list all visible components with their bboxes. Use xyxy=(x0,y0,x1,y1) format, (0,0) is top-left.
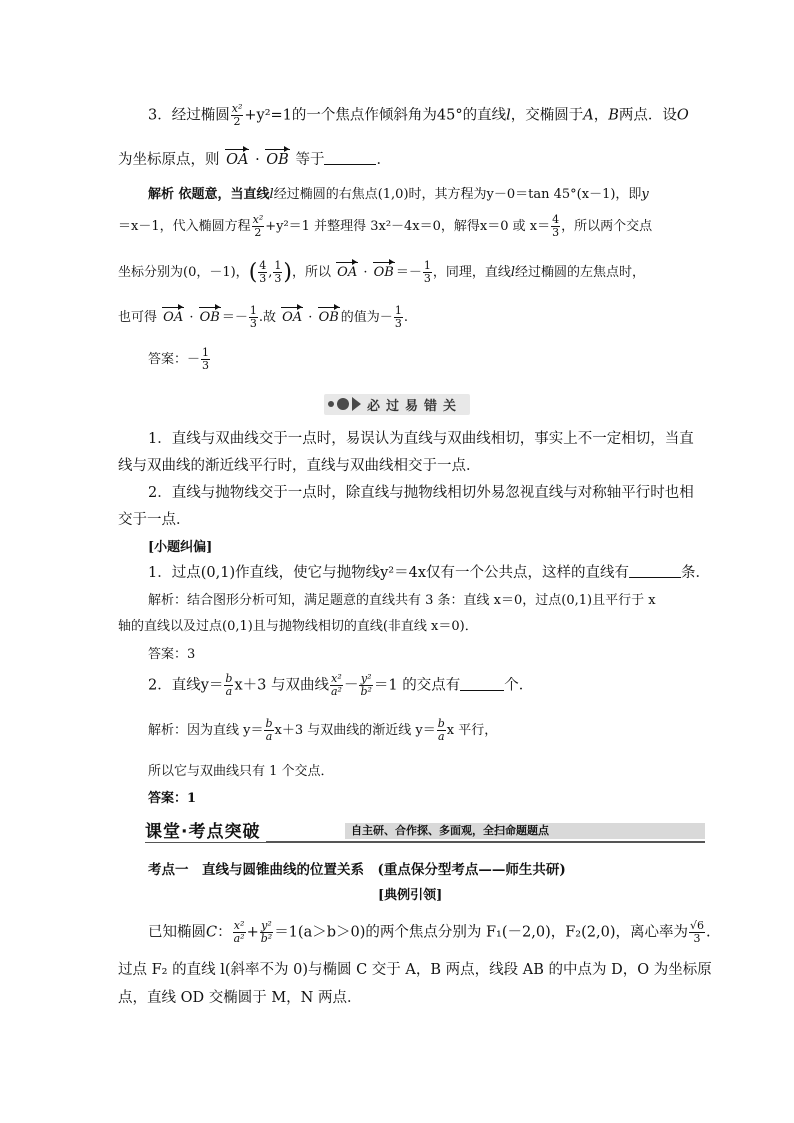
problem3-line1: 3．经过椭圆 $\frac{\text{x²}}{2}$ +y²=1的一个焦点作倾斜角为45°的直线l，交椭圆于A，B两点．设O xyxy=(148,102,689,128)
mistake2-line2: 交于一点． xyxy=(118,512,191,528)
mistakes-banner xyxy=(0,392,794,412)
solution3-line2: ＝x－1，代入椭圆方程 $\frac{\text{x²}}{2}$ +y²＝1 并整理得 3x²－4x＝0，解得x＝0 或 x＝ $\frac{4}{3}$ ，所以两个交点 xyxy=(118,213,653,239)
ellipse-fraction: $\frac{\text{x²}}{2}$ xyxy=(231,102,243,128)
problem3-number: 3．经过椭圆 xyxy=(148,107,230,124)
quick-q1: 1．过点(0,1)作直线，使它与抛物线y²＝4x仅有一个公共点，这样的直线有 条． xyxy=(148,565,711,581)
answer-blank xyxy=(460,678,504,691)
section-title: 课堂·考点突破 xyxy=(145,817,266,842)
solution3-line3: 坐标分别为(0，－1)，( $\frac{4}{3}$ , $\frac{1}{3}$ )，所以 OA · OB ＝－ $\frac{1}{3}$ ，同理，直线l经过椭圆的左焦点时， xyxy=(118,259,646,285)
problem3-line2: 为坐标原点，则 OA · OB 等于 ． xyxy=(118,152,391,168)
quick-a1: 答案：3 xyxy=(148,647,196,662)
section-banner xyxy=(145,823,705,843)
solution3-line4: 也可得 OA · OB ＝－ $\frac{1}{3}$ .故 OA · OB 的值为－ $\frac{1}{3}$ . xyxy=(118,304,408,330)
arrow-icon xyxy=(352,397,361,411)
solution3-line1: 解析 依题意，当直线l经过椭圆的右焦点(1,0)时，其方程为y－0＝tan 45°(x－1)，即y xyxy=(148,187,649,202)
quick-s2-line2: 所以它与双曲线只有 1 个交点． xyxy=(148,764,334,779)
mistakes-banner-title: 必过易错关 xyxy=(366,398,462,414)
quick-a2: 答案：1 xyxy=(148,791,197,806)
answer-blank xyxy=(629,565,681,578)
answer-blank xyxy=(324,152,376,165)
vector-oa: OA xyxy=(226,152,249,168)
dot-icon xyxy=(337,398,349,410)
quick-s1-line2: 轴的直线以及过点(0,1)且与抛物线相切的直线(非直线 x＝0)． xyxy=(118,619,478,634)
quick-s1-line1: 解析：结合图形分析可知，满足题意的直线共有 3 条：直线 x＝0，过点(0,1)且平行于 x xyxy=(148,593,656,608)
answer3: 答案：－ $\frac{1}{3}$ xyxy=(148,346,210,372)
example-line2: 过点 F₂ 的直线 l(斜率不为 0)与椭圆 C 交于 A，B 两点，线段 AB 的中点为 D，O 为坐标原 xyxy=(118,962,712,978)
example-line1: 已知椭圆C： $\frac{\text{x²}}{\text{a²}}$ + $\frac{\text{y²}}{\text{b²}}$ ＝1(a＞b＞0)的两个焦点分别为 F₁(－2,0)，F₂(2,0)，离心率为 $\frac{√6}{3}$ . xyxy=(148,919,711,945)
mistake2-line1: 2．直线与抛物线交于一点时，除直线与抛物线相切外易忽视直线与对称轴平行时也相 xyxy=(148,485,694,501)
quick-q2: 2．直线y＝ $\frac{b}{a}$ x＋3 与双曲线 $\frac{\text{x²}}{\text{a²}}$ － $\frac{\text{y²}}{\text{b²}}$ ＝1 的交点有 个． xyxy=(148,672,534,698)
mistake1-line2: 线与双曲线的渐近线平行时，直线与双曲线相交于一点． xyxy=(118,458,481,474)
quick-s2-line1: 解析：因为直线 y＝ $\frac{b}{a}$ x＋3 与双曲线的渐近线 y＝ $\frac{b}{a}$ x 平行， xyxy=(148,717,498,743)
mistake1-line1: 1．直线与双曲线交于一点时，易误认为直线与双曲线相切，事实上不一定相切，当直 xyxy=(148,431,694,447)
example-line3: 点，直线 OD 交椭圆于 M，N 两点． xyxy=(118,990,362,1006)
dot-icon xyxy=(328,401,334,407)
example-header: [典例引领] xyxy=(378,888,443,903)
kaodian-title: 考点一 直线与圆锥曲线的位置关系 (重点保分型考点——师生共研) xyxy=(148,862,566,878)
section-subtitle: 自主研、合作探、多面观，全扫命题题点 xyxy=(345,823,705,839)
quick-header: [小题纠偏] xyxy=(148,540,213,555)
vector-ob: OB xyxy=(266,152,289,168)
